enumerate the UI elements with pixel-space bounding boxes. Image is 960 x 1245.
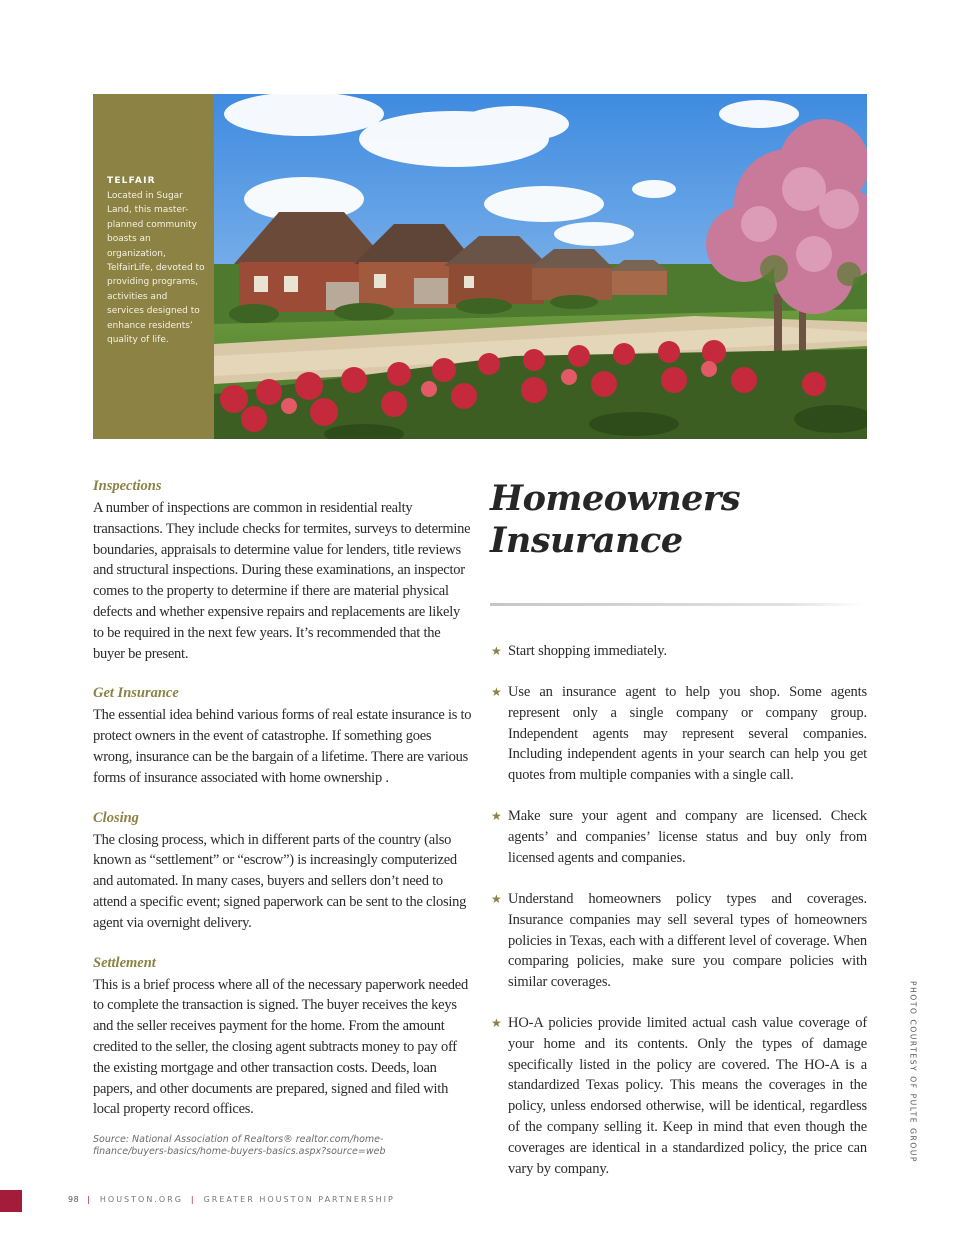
footer-separator: | [190, 1195, 196, 1204]
tip-item [490, 806, 867, 868]
page-title-line-1: Homeowners [490, 478, 741, 519]
section-closing [93, 810, 473, 934]
footer-site: HOUSTON.ORG [99, 1195, 183, 1204]
page-title [490, 478, 870, 562]
star-icon: ★ [491, 644, 502, 658]
star-icon: ★ [491, 809, 502, 823]
footer-color-tab [0, 1190, 22, 1212]
section-heading: Inspections [93, 478, 162, 494]
section-inspections [93, 478, 473, 664]
tip-item [490, 1013, 867, 1179]
source-note: Source: National Association of Realtors® realtor.com/home-finance/buyers-basics/home-buyers-basics.aspx?source=web [93, 1134, 386, 1157]
star-icon: ★ [491, 892, 502, 906]
tip-text: Make sure your agent and company are licensed. Check agents’ and companies’ license status and buy only from licensed agents and companies. [508, 808, 867, 866]
page-number: 98 [68, 1195, 80, 1204]
star-icon: ★ [491, 685, 502, 699]
hero-section [93, 94, 867, 439]
tip-text: Start shopping immediately. [508, 643, 667, 659]
section-body: The closing process, which in different parts of the country (also known as “settlement” or “escrow”) is increasingly computerized and automated. In many cases, buyers and sellers don’t need to attend a specific event; signed paperwork can be sent to the closing agent via overnight delivery. [93, 831, 467, 931]
left-column [93, 478, 473, 1120]
section-body: The essential idea behind various forms of real estate insurance is to protect owners in the event of catastrophe. If something goes wrong, insurance can be the bargain of a lifetime. There are various forms of insurance associated with home ownership . [93, 707, 472, 786]
photo-caption-text: Located in Sugar Land, this master-planned community boasts an organization, TelfairLife, devoted to providing programs, activities and services designed to enhance residents’ quality of life. [107, 191, 205, 346]
page-title-line-2: Insurance [490, 520, 683, 561]
section-get-insurance [93, 685, 473, 788]
tip-item [490, 889, 867, 993]
neighborhood-photo [214, 94, 867, 439]
section-settlement [93, 955, 473, 1121]
footer-org: GREATER HOUSTON PARTNERSHIP [203, 1195, 395, 1204]
section-heading: Settlement [93, 954, 156, 971]
footer-separator: | [87, 1195, 92, 1204]
tip-text: Understand homeowners policy types and coverages. Insurance companies may sell several types of homeowners policies in Texas, each with a different level of coverage. When comparing policies, make sure you compare policies with similar coverages. [508, 891, 867, 991]
tip-text: Use an insurance agent to help you shop. Some agents represent only a single company or company group. Independent agents may represent several companies. Including independent agents in your search can help you get quotes from multiple companies with a single call. [508, 684, 867, 784]
title-divider [490, 603, 864, 606]
tip-item [490, 641, 867, 662]
star-icon: ★ [491, 1016, 502, 1030]
tip-text: HO-A policies provide limited actual cash value coverage of your home and its contents. Only the types of damage specifically listed in the policy are covered. The HO-A is a standardized Texas policy. This means the coverages in the policy, unless endorsed otherwise, will be identical, regardless of the company selling it. Keep in mind that even though the coverages are identical in a standardized policy, the price can vary by company. [508, 1015, 867, 1177]
section-body: This is a brief process where all of the necessary paperwork needed to complete the transaction is signed. The buyer receives the keys and the seller receives payment for the home. From the amount credited to the seller, the closing agent subtracts money to pay off the existing mortgage and other transaction costs. Deeds, loan papers, and other documents are prepared, signed and filed with local property record offices. [93, 976, 468, 1118]
photo-caption-box [93, 94, 214, 439]
photo-credit: PHOTO COURTESY OF PULTE GROUP [908, 980, 918, 1164]
footer [68, 1195, 395, 1204]
section-heading: Closing [93, 809, 139, 826]
photo-caption-title: TELFAIR [107, 176, 156, 186]
tip-item [490, 682, 867, 786]
section-heading: Get Insurance [93, 685, 179, 702]
section-body: A number of inspections are common in residential realty transactions. They include checks for termites, surveys to determine boundaries, appraisals to determine value for lenders, title reviews and structural inspections. During these examinations, an inspector comes to the property to determine if there are material physical defects and whether expensive repairs and replacements are likely to be required in the next few years. It’s recommended that the buyer be present. [93, 500, 471, 662]
